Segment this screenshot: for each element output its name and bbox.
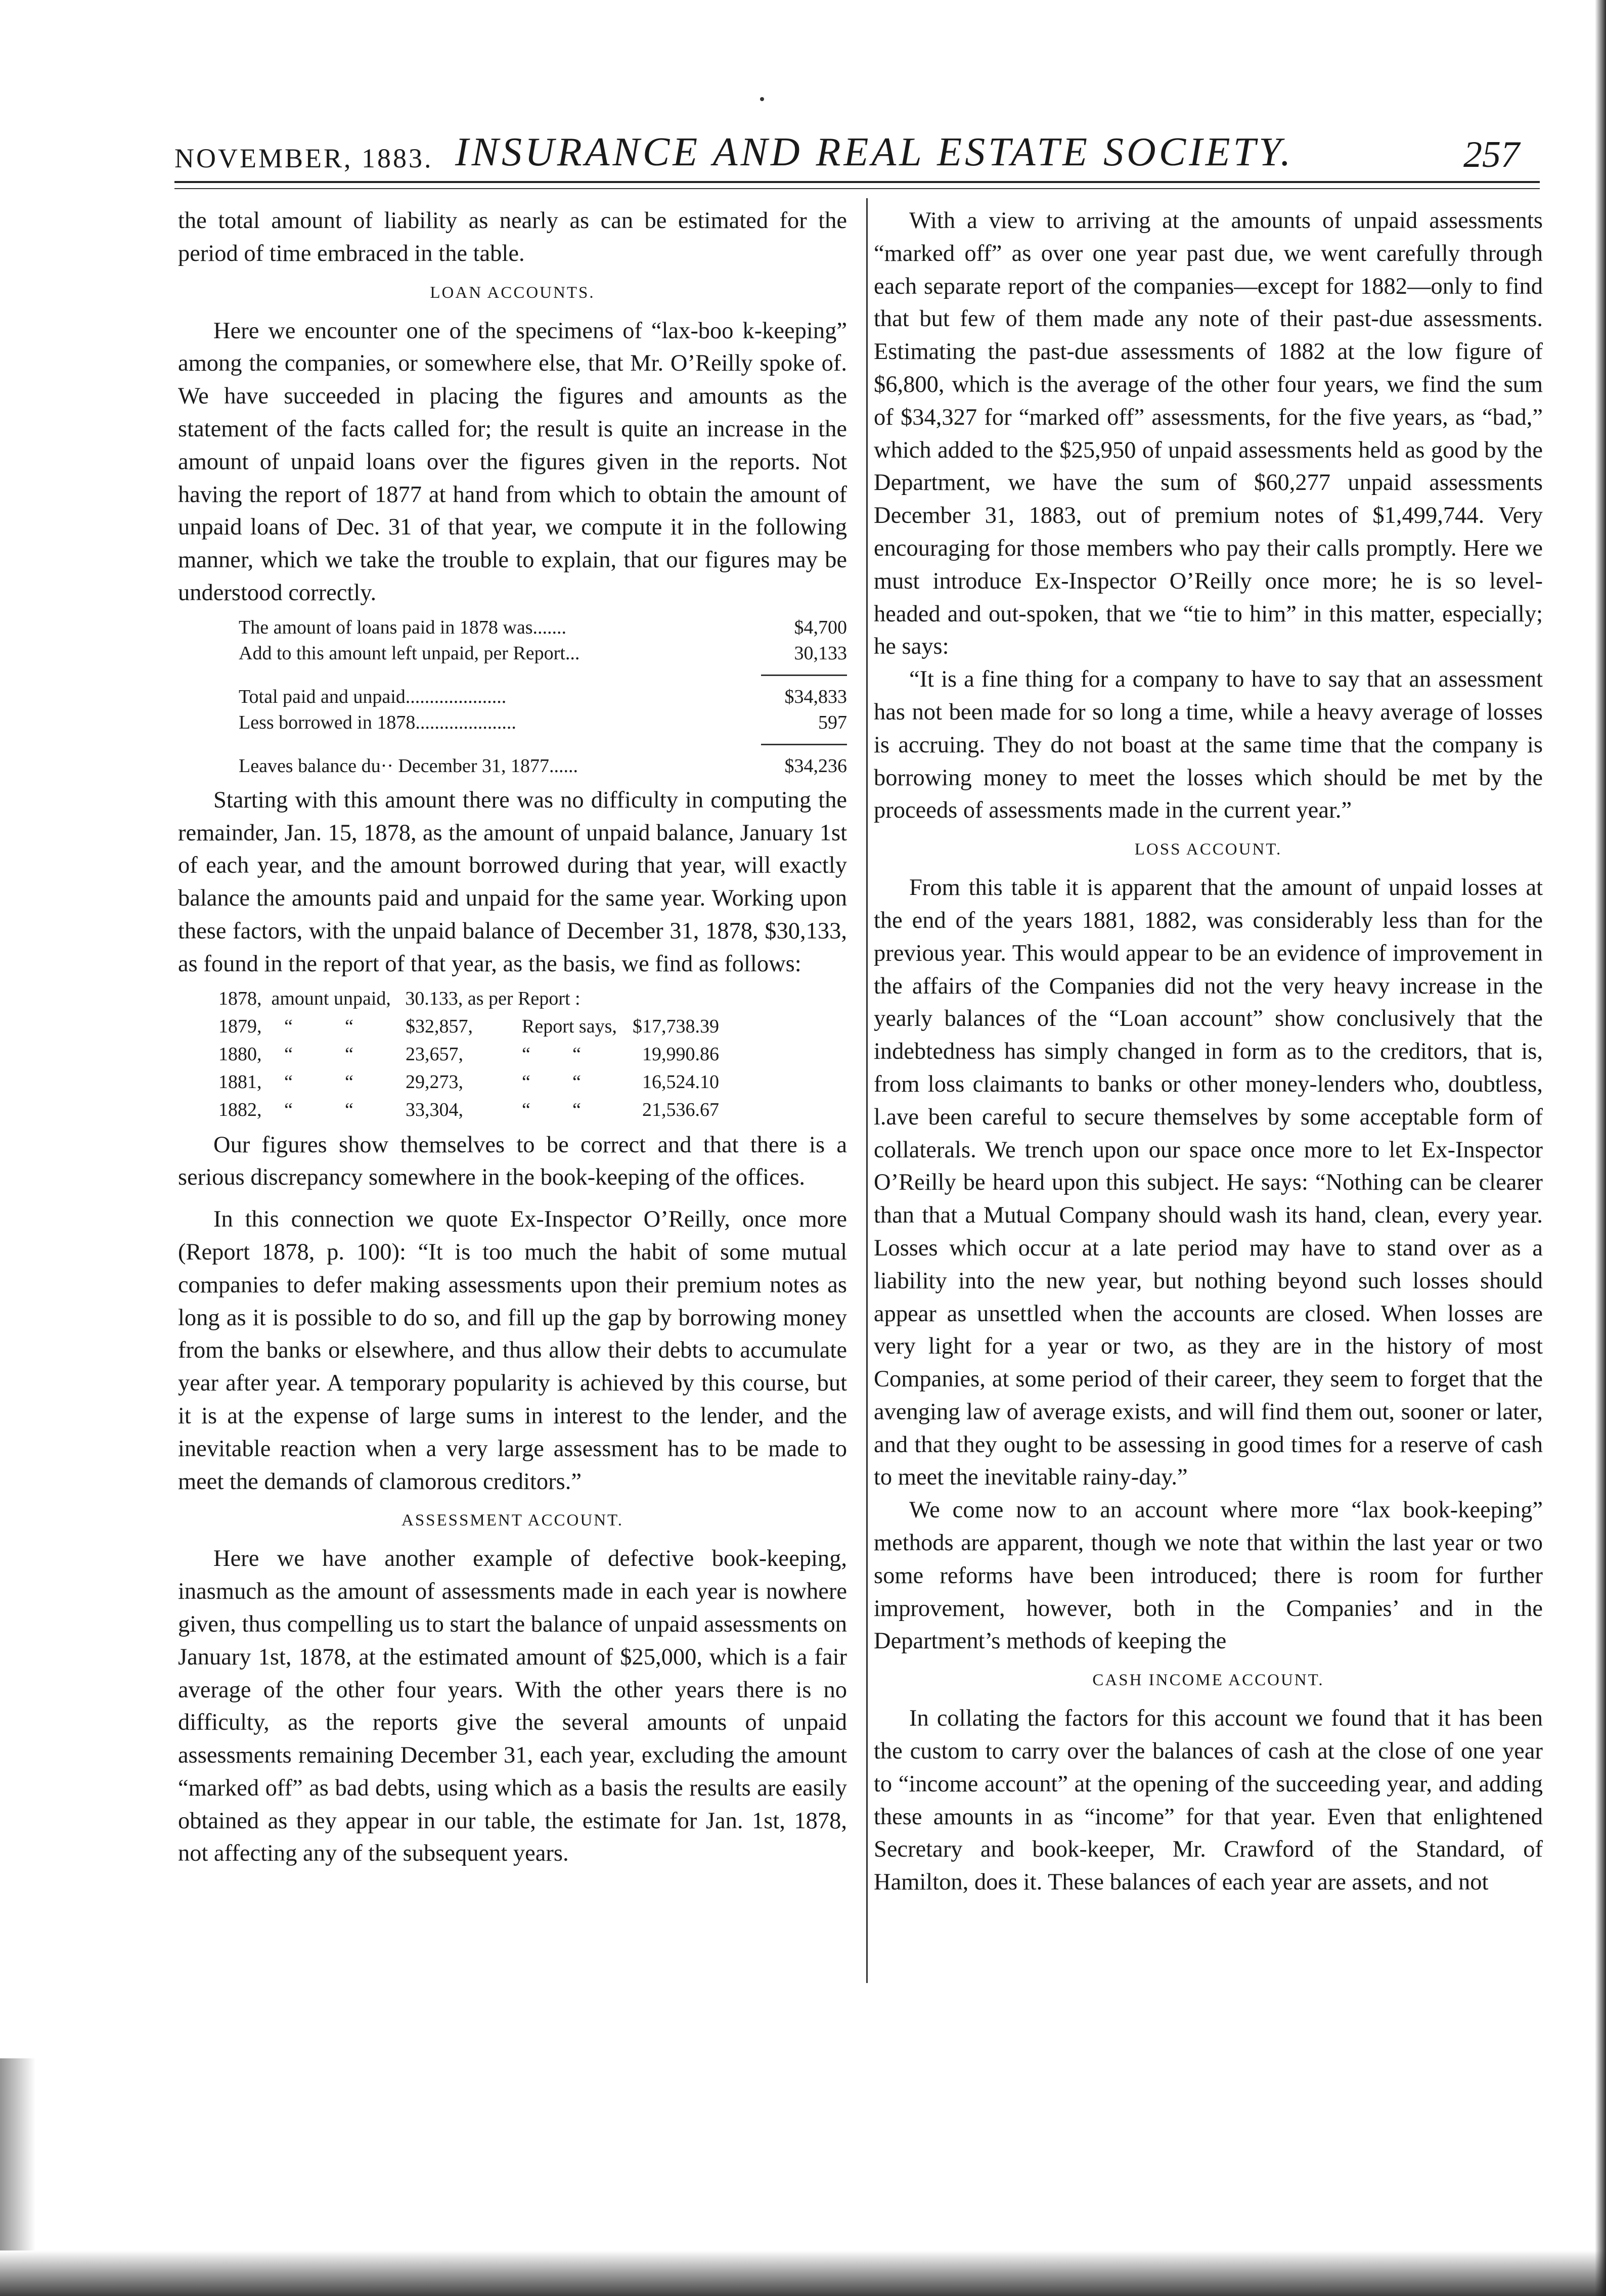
print-speck (760, 97, 764, 101)
left-column (178, 205, 847, 1870)
right-column (874, 205, 1543, 1899)
heading-cash-income-account: CASH INCOME ACCOUNT. (1092, 1671, 1324, 1690)
cell-ditto: “ (345, 1015, 353, 1037)
page-edge-shadow (1595, 0, 1606, 2296)
row-amount: $34,833 (784, 686, 847, 707)
cell-report-value: $17,738.39 (633, 1015, 719, 1037)
cell-year: 1880, (218, 1043, 262, 1065)
heading-loan-accounts: LOAN ACCOUNTS. (430, 283, 595, 302)
sum-rule (761, 674, 847, 676)
cell-ditto: “ (284, 1043, 293, 1065)
table-row (218, 1096, 847, 1124)
cell-year: 1882, (218, 1099, 262, 1120)
row-label: Add to this amount left unpaid, per Report... (239, 642, 580, 664)
table-row (239, 753, 847, 779)
cell-ditto: “ (345, 1043, 353, 1065)
paragraph-fine-thing: “It is a fine thing for a company to have to say that an assessment has not been made for so long a time, while a heavy average of losses is accruing. They do not boast at the same time that the company is borrowing money to meet the losses which should be met by the proceeds of assessments made in the current year.” (874, 666, 1543, 824)
paragraph-figures: Our figures show themselves to be correct and that there is a serious discrepancy somewhere in the book-keeping of the offices. (178, 1132, 847, 1191)
loan-computation-table (239, 615, 847, 779)
cell-ditto: “ (345, 1099, 353, 1120)
row-amount: 30,133 (794, 642, 847, 664)
page-corner-shadow (0, 2058, 35, 2250)
heading-assessment-account: ASSESSMENT ACCOUNT. (401, 1511, 624, 1530)
header-date: NOVEMBER, 1883. (174, 143, 433, 173)
cell-report-value: 19,990.86 (642, 1043, 719, 1065)
cell-ditto: “ (572, 1043, 581, 1065)
cell-report-value: 21,536.67 (642, 1099, 719, 1120)
paragraph-view: With a view to arriving at the amounts of unpaid assessments “marked off” as over one year past due, we went carefully through each separate report of the companies—except for 1882—only to find that but few of them made any note of their past-due assessments. Estimating the past-due assessments of 1882 at the low figure of $6,800, which is the average of the other four years, we find the sum of $34,327 for “marked off” assessments, for the five years, as “bad,” which added to the $25,950 of unpaid assessments held as good by the Department, we have the sum of $60,277 unpaid assessments December 31, 1883, out of premium notes of $1,499,744. Very encouraging for those members who pay their calls promptly. Here we must introduce Ex-Inspector O’Reilly once more; he is so level-headed and out-spoken, that we “tie to him” in this matter, especially; he says: (874, 208, 1543, 660)
row-amount: 597 (818, 711, 847, 733)
row-amount: $4,700 (794, 616, 847, 638)
table-row (239, 641, 847, 666)
column-divider (866, 198, 868, 1983)
cell-report-label: Report says, (522, 1015, 617, 1037)
cell-ditto: “ (284, 1099, 293, 1120)
row-label: Leaves balance du·· December 31, 1877...... (239, 755, 578, 777)
paragraph-loss: From this table it is apparent that the amount of unpaid losses at the end of the years 1881, 1882, was considerably less than for the previous year. This would appear to be an evidence of improvement in the affairs of the Companies did not the very heavy increase in the yearly balances of the “Loan account” show conclusively that the indebtedness has simply changed in form as to the creditors, that is, from loss claimants to banks or other money-lenders who, doubtless, l.ave been careful to secure themselves by some acceptable form of collaterals. We trench upon our space once more to let Ex-Inspector O’Reilly be heard upon this subject. He says: “Nothing can be clearer than that a Mutual Company should wash its hand, clean, every year. Losses which occur at a late period may have to stand over as a liability into the new year, but nothing beyond such losses should appear as unsettled when the accounts are closed. When losses are very light for a year or two, as they are in the history of most Companies, at some period of their career, they seem to forget that the avenging law of average exists, and will find them out, sooner or later, and that they ought to be assessing in good times for a reserve of cash to meet the inevitable rainy-day.” (874, 875, 1543, 1491)
paragraph-intro: the total amount of liability as nearly as can be estimated for the period of time embraced in the table. (178, 208, 847, 266)
running-header (174, 124, 1540, 180)
cell-ditto: “ (572, 1071, 581, 1093)
cell-ditto: “ (522, 1071, 530, 1093)
paragraph-starting: Starting with this amount there was no difficulty in computing the remainder, Jan. 15, 1878, as the amount of unpaid balance, January 1st of each year, and the amount borrowed during that year, will exactly balance the amounts paid and unpaid for the same year. Working upon these factors, with the unpaid balance of December 31, 1878, $30,133, as found in the report of that year, as the basis, we find as follows: (178, 787, 847, 977)
cell-ditto: “ (572, 1099, 581, 1120)
sum-rule (761, 744, 847, 745)
table-row (239, 684, 847, 710)
yearly-balance-table (218, 985, 847, 1124)
paragraph-come-now: We come now to an account where more “lax book-keeping” methods are apparent, though we note that within the last year or two some reforms have been introduced; there is room for further improvement, however, both in the Companies’ and in the Department’s methods of keeping the (874, 1497, 1543, 1654)
cell-ditto: “ (522, 1099, 530, 1120)
paragraph-assessment: Here we have another example of defective book-keeping, inasmuch as the amount of assessments made in each year is nowhere given, thus compelling us to start the balance of unpaid assessments on January 1st, 1878, at the estimated amount of $25,000, which is a fair average of the other four years. With the other years there is no difficulty, as the reports give the several amounts of unpaid assessments remaining December 31, each year, excluding the amount “marked off” as bad debts, using which as a basis the results are easily obtained as they appear in our table, the estimate for Jan. 1st, 1878, not affecting any of the subsequent years. (178, 1546, 847, 1867)
table-row (218, 1041, 847, 1068)
header-rule-thick (174, 181, 1540, 183)
cell-amount: $32,857, (406, 1015, 473, 1037)
paragraph-quote: In this connection we quote Ex-Inspector O’Reilly, once more (Report 1878, p. 100): “It is too much the habit of some mutual companies to defer making assessments upon their premium notes as long as it is possible to do so, and fill up the gap by borrowing money from the banks or elsewhere, and thus allow their debts to accumulate year after year. A temporary popularity is achieved by this course, but it is at the expense of large sums in interest to the lender, and the inevitable reaction when a very large assessment has to be made to meet the demands of clamorous creditors.” (178, 1206, 847, 1495)
heading-loss-account: LOSS ACCOUNT. (1134, 840, 1282, 859)
row-label: Less borrowed in 1878..................... (239, 711, 516, 733)
cell-ditto: “ (284, 1071, 293, 1093)
table-row (218, 1068, 847, 1096)
page-bottom-shadow (0, 2250, 1606, 2296)
row-label: Total paid and unpaid..................... (239, 686, 507, 707)
cell-year: 1881, (218, 1071, 262, 1093)
paragraph-loan: Here we encounter one of the specimens of “lax-boo k-keeping” among the companies, or somewhere else, that Mr. O’Reilly spoke of. We have succeeded in placing the figures and amounts as the statement of the facts called for; the result is quite an increase in the amount of unpaid loans over the figures given in the reports. Not having the report of 1877 at hand from which to obtain the amount of unpaid loans of Dec. 31 of that year, we compute it in the following manner, which we take the trouble to explain, that our figures may be understood correctly. (178, 318, 847, 606)
row-amount: $34,236 (784, 755, 847, 777)
paragraph-cash: In collating the factors for this account we found that it has been the custom to carry over the balances of cash at the close of one year to “income account” at the opening of the succeeding year, and adding these amounts in as “income” for that year. Even that enlightened Secretary and book-keeper, Mr. Crawford of the Standard, of Hamilton, does it. These balances of each year are assets, and not (874, 1705, 1543, 1896)
header-rule-thin (174, 188, 1540, 189)
page-number: 257 (1463, 134, 1520, 175)
table-row (218, 1013, 847, 1041)
cell-ditto: “ (345, 1071, 353, 1093)
cell-amount: 29,273, (406, 1071, 463, 1093)
cell-report-value: 16,524.10 (642, 1071, 719, 1093)
table-row (239, 615, 847, 641)
table-row (239, 710, 847, 736)
row-label: The amount of loans paid in 1878 was....... (239, 616, 567, 638)
journal-title: INSURANCE AND REAL ESTATE SOCIETY. (455, 130, 1294, 174)
cell-ditto: “ (284, 1015, 293, 1037)
cell-ditto: “ (522, 1043, 530, 1065)
cell-amount: 33,304, (406, 1099, 463, 1120)
cell-year: 1879, (218, 1015, 262, 1037)
cell-amount: 23,657, (406, 1043, 463, 1065)
yearly-table-header: 1878, amount unpaid, 30.133, as per Report : (218, 987, 581, 1009)
